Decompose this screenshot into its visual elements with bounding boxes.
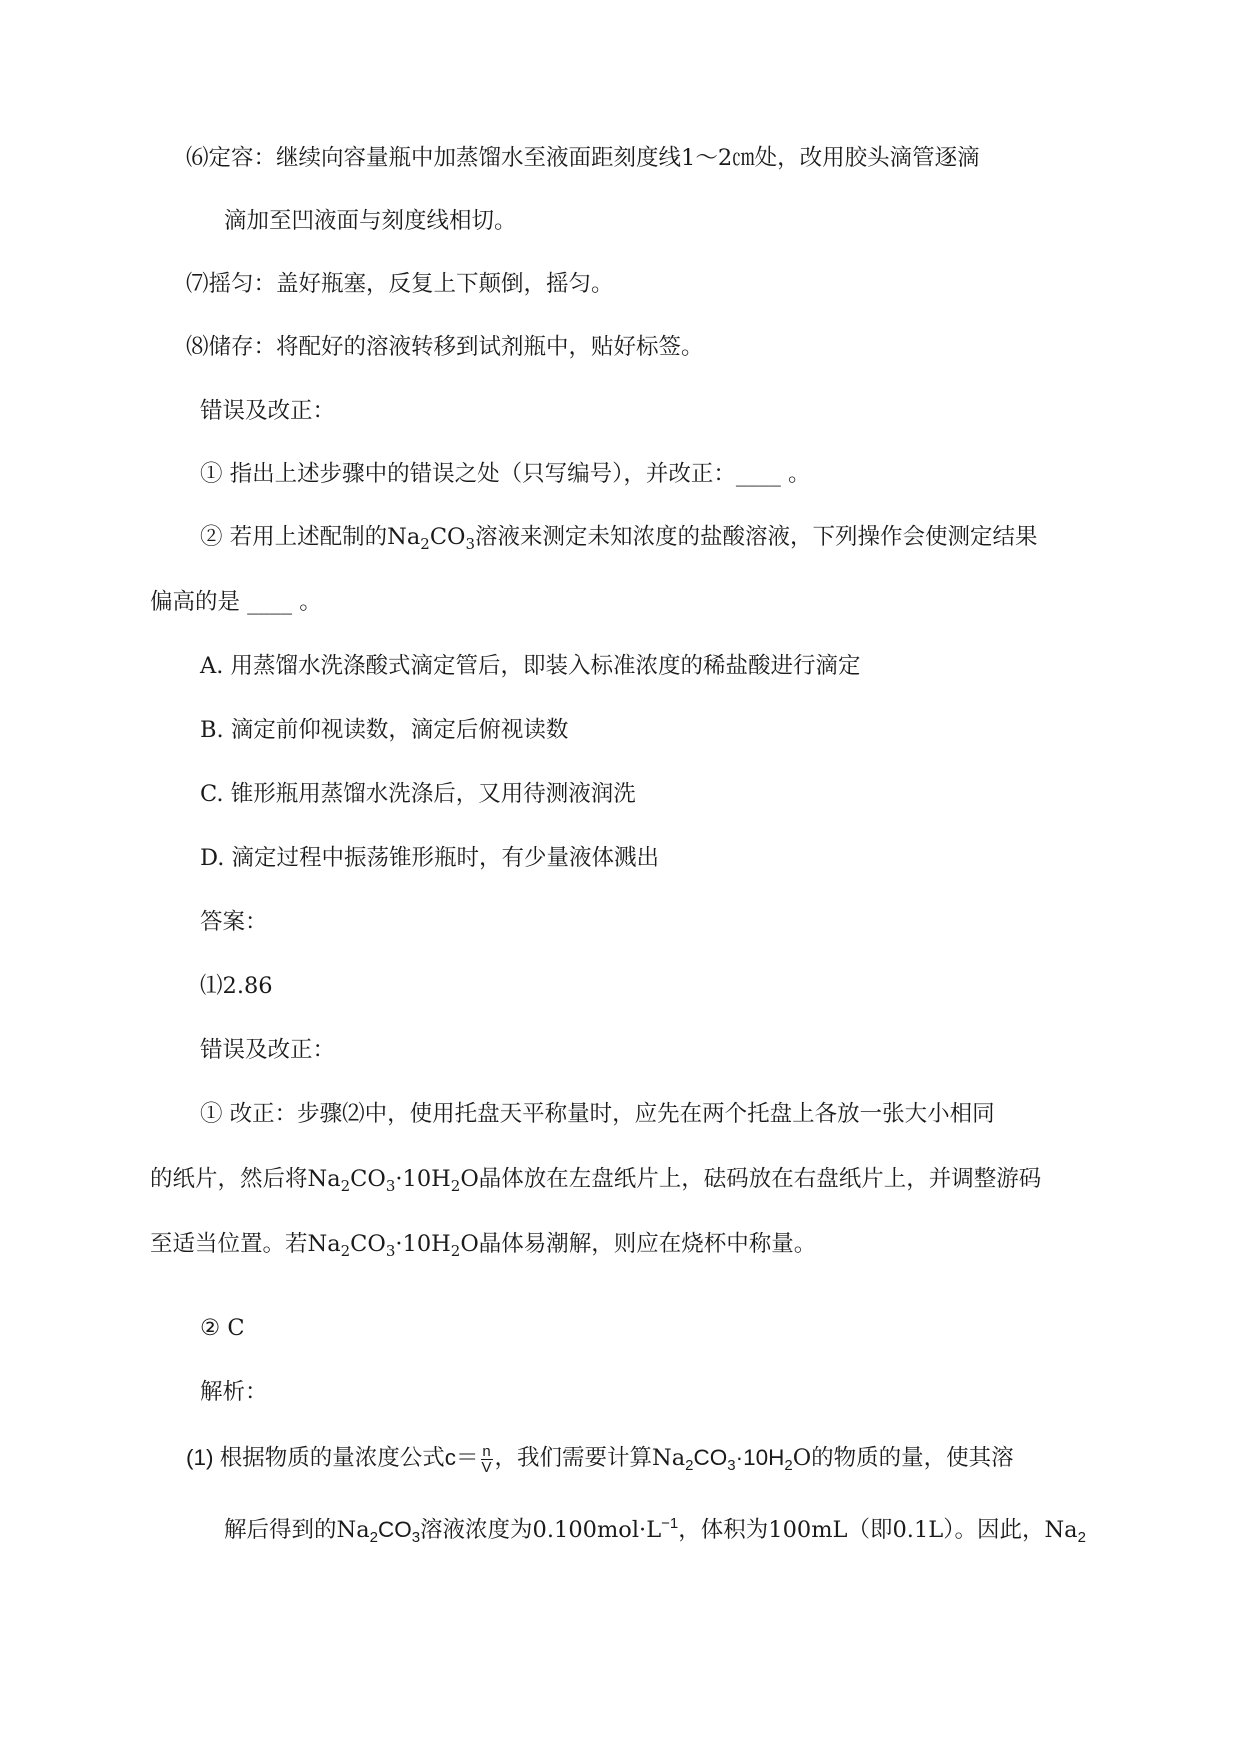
answer-correction-line-3: 至适当位置。若$Na_2CO_3\cdot 10H_2O$晶体易潮解，则应在烧杯中称量。 xyxy=(150,1231,817,1260)
question-2-line-2: 偏高的是 ____ 。 xyxy=(150,589,322,615)
answer-2: ② C xyxy=(200,1315,245,1341)
answer-errors-heading: 错误及改正： xyxy=(200,1037,336,1063)
step-6-line-1: ⑹定容：继续向容量瓶中加蒸馏水至液面距刻度线1～2㎝处，改用胶头滴管逐滴 xyxy=(186,145,980,171)
option-b: B. 滴定前仰视读数，滴定后俯视读数 xyxy=(200,717,569,743)
answer-1: ⑴2.86 xyxy=(200,973,273,999)
analysis-heading: 解析： xyxy=(200,1379,268,1405)
step-6-line-2: 滴加至凹液面与刻度线相切。 xyxy=(224,208,517,234)
step-7: ⑺摇匀：盖好瓶塞，反复上下颠倒，摇匀。 xyxy=(186,271,614,297)
formula-fraction: $\frac{n}{V}$ xyxy=(481,1442,492,1476)
analysis-line-1: (1) 根据物质的量浓度公式c＝ $\frac{n}{V}$ ，我们需要计算$Na_2CO_3\cdot 10H_2O$的物质的量，使其溶 xyxy=(186,1442,1014,1476)
question-2-line-1: ② 若用上述配制的$Na_2CO_3$溶液来测定未知浓度的盐酸溶液，下列操作会使测定结果 xyxy=(200,524,1038,553)
errors-heading: 错误及改正： xyxy=(200,398,336,424)
option-a: A. 用蒸馏水洗涤酸式滴定管后，即装入标准浓度的稀盐酸进行滴定 xyxy=(200,653,861,679)
answer-correction-line-1: ① 改正：步骤⑵中，使用托盘天平称量时，应先在两个托盘上各放一张大小相同 xyxy=(200,1101,995,1127)
question-1: ① 指出上述步骤中的错误之处（只写编号），并改正：____ 。 xyxy=(200,461,811,487)
answer-correction-line-2: 的纸片，然后将$Na_2CO_3\cdot 10H_2O$晶体放在左盘纸片上，砝码放在右盘纸片上，并调整游码 xyxy=(150,1166,1042,1195)
option-d: D. 滴定过程中振荡锥形瓶时，有少量液体溅出 xyxy=(200,845,660,871)
analysis-line-2: 解后得到的$Na_2CO_3$溶液浓度为$0.100mol\cdot L^{-1}$，体积为100mL（即0.1L）。因此，$Na_2$ xyxy=(224,1515,1086,1546)
step-8: ⑻储存：将配好的溶液转移到试剂瓶中，贴好标签。 xyxy=(186,334,704,360)
answer-heading: 答案： xyxy=(200,909,268,935)
option-c: C. 锥形瓶用蒸馏水洗涤后，又用待测液润洗 xyxy=(200,781,636,807)
